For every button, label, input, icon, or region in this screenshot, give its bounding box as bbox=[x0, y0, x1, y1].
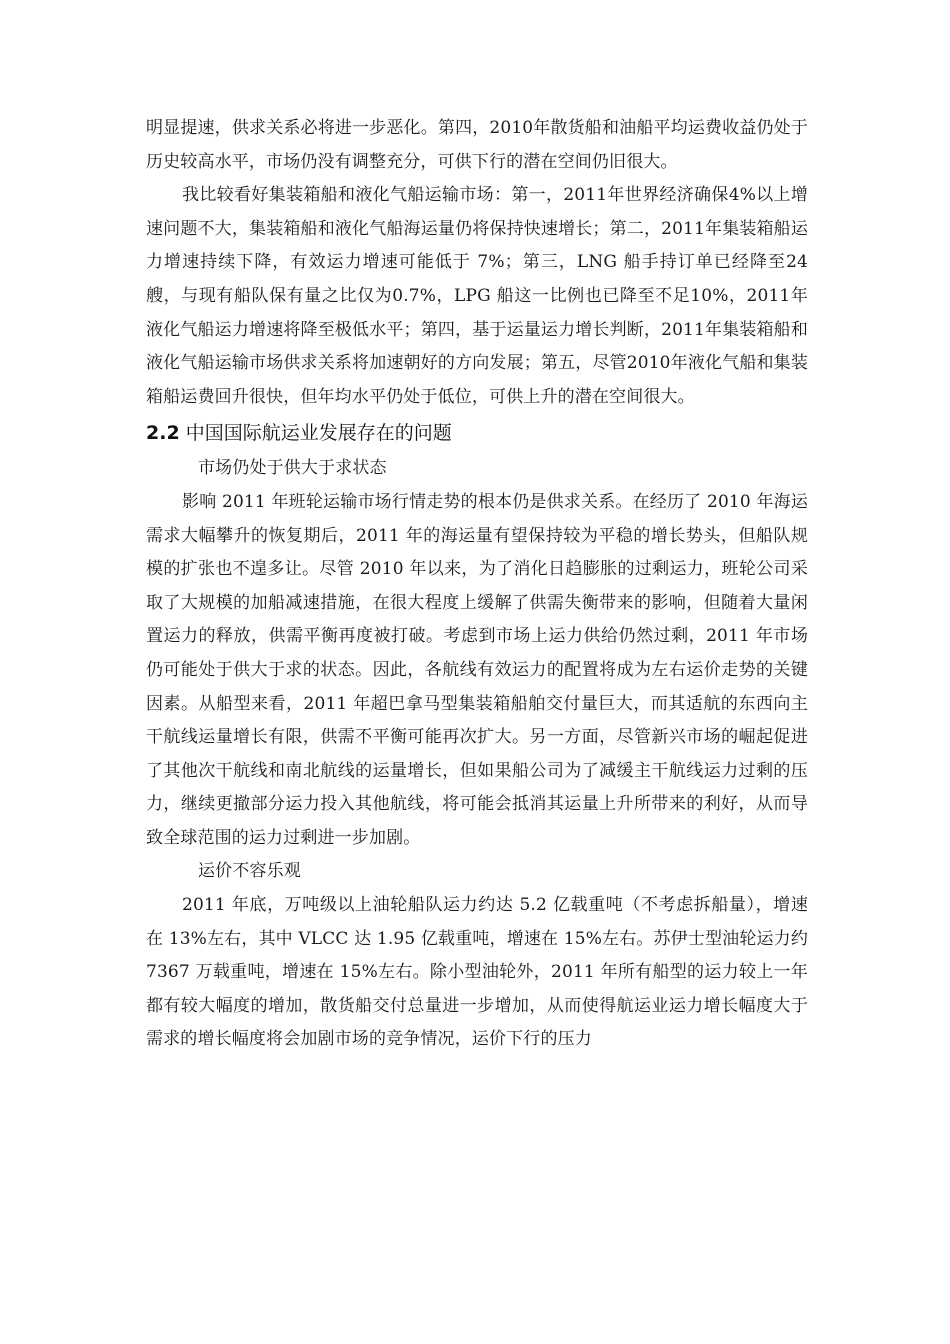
section-heading bbox=[146, 415, 808, 451]
section-number: 2.2 bbox=[146, 422, 180, 445]
subheading-oversupply: 市场仍处于供大于求状态 bbox=[198, 458, 387, 479]
document-body bbox=[146, 112, 808, 1057]
subheading-freight-rates: 运价不容乐观 bbox=[198, 861, 301, 882]
paragraph-market-outlook: 我比较看好集装箱船和液化气船运输市场：第一，2011年世界经济确保4%以上增速问题不大，集装箱船和液化气船海运量仍将保持快速增长；第二，2011年集装箱船运力增速持续下降，有效运力增速可能低于 7%；第三，LNG 船手持订单已经降至24艘，与现有船队保有量之比仅为0.7%，LPG 船这一比例也已降至不足10%，2011年液化气船运力增速将降至极低水平；第四，基于运量运力增长判断，2011年集装箱船和液化气船运输市场供求关系将加速朝好的方向发展；第五，尽管2010年液化气船和集装箱船运费回升很快，但年均水平仍处于低位，可供上升的潜在空间很大。 bbox=[146, 185, 808, 407]
paragraph-oversupply: 影响 2011 年班轮运输市场行情走势的根本仍是供求关系。在经历了 2010 年海运需求大幅攀升的恢复期后，2011 年的海运量有望保持较为平稳的增长势头，但船队规模的扩张也不遑多让。尽管 2010 年以来，为了消化日趋膨胀的过剩运力，班轮公司采取了大规模的加船减速措施，在很大程度上缓解了供需失衡带来的影响，但随着大量闲置运力的释放，供需平衡再度被打破。考虑到市场上运力供给仍然过剩，2011 年市场仍可能处于供大于求的状态。因此，各航线有效运力的配置将成为左右运价走势的关键因素。从船型来看，2011 年超巴拿马型集装箱船舶交付量巨大，而其适航的东西向主干航线运量增长有限，供需不平衡可能再次扩大。另一方面，尽管新兴市场的崛起促进了其他次干航线和南北航线的运量增长，但如果船公司为了减缓主干航线运力过剩的压力，继续更撤部分运力投入其他航线，将可能会抵消其运量上升所带来的利好，从而导致全球范围的运力过剩进一步加剧。 bbox=[146, 491, 808, 848]
section-title: 中国国际航运业发展存在的问题 bbox=[185, 422, 452, 445]
paragraph-freight-rates: 2011 年底，万吨级以上油轮船队运力约达 5.2 亿载重吨（不考虑拆船量），增速在 13%左右，其中 VLCC 达 1.95 亿载重吨，增速在 15%左右。苏伊士型油轮运力约 7367 万载重吨，增速在 15%左右。除小型油轮外，2011 年所有船型的运力较上一年都有较大幅度的增加，散货船交付总量进一步增加，从而使得航运业运力增长幅度大于需求的增长幅度将会加剧市场的竞争情况，运价下行的压力 bbox=[146, 895, 808, 1050]
paragraph-continuation: 明显提速，供求关系必将进一步恶化。第四，2010年散货船和油船平均运费收益仍处于历史较高水平，市场仍没有调整充分，可供下行的潜在空间仍旧很大。 bbox=[146, 118, 808, 172]
